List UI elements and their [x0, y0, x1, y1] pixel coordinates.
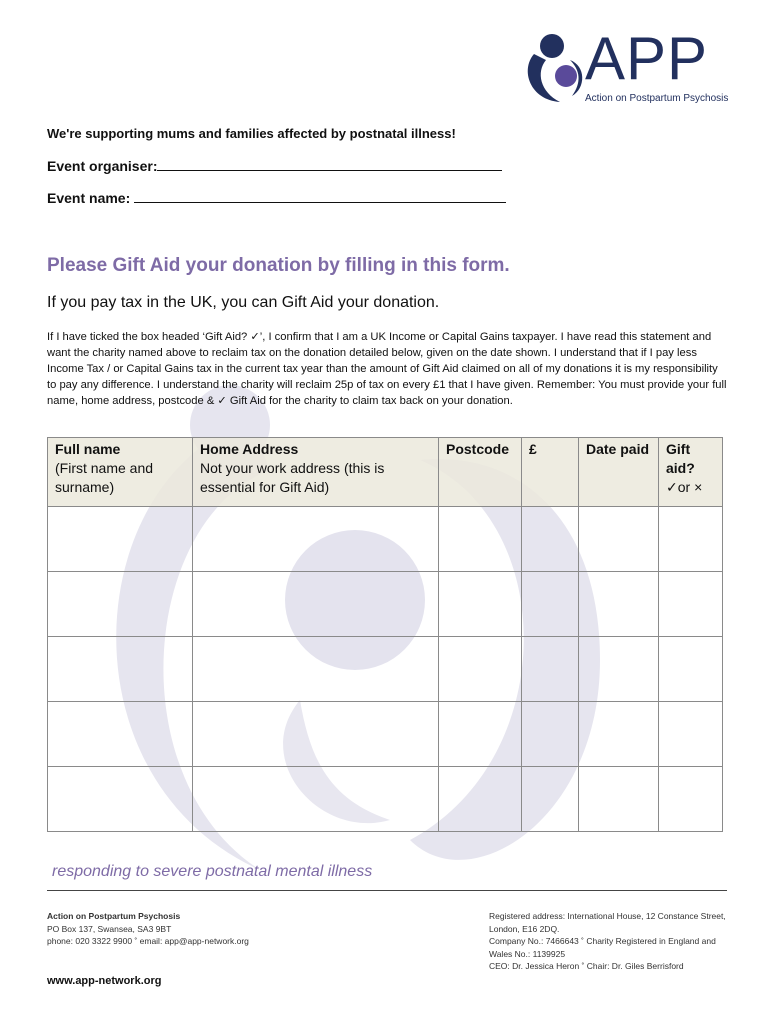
cell-home-address[interactable]: [193, 507, 439, 572]
header-full-name: Full name (First name and surname): [48, 438, 193, 507]
cell-date-paid[interactable]: [579, 767, 659, 832]
event-organiser-label: Event organiser:: [47, 158, 158, 174]
logo-wordmark: APP: [585, 25, 709, 92]
cell-home-address[interactable]: [193, 767, 439, 832]
table-row: [48, 637, 723, 702]
event-organiser-line[interactable]: [157, 156, 502, 171]
cell-postcode[interactable]: [439, 507, 522, 572]
cell-gift-aid[interactable]: [659, 637, 723, 702]
cell-amount[interactable]: [522, 702, 579, 767]
gift-aid-declaration: If I have ticked the box headed ‘Gift Aid? ✓’, I confirm that I am a UK Income or Capital Gains taxpayer. I have read this statement and want the charity named above to reclaim tax on the donation detailed below, given on the date shown. I understand that if I pay less Income Tax / or Capital Gains tax in the current tax year than the amount of Gift Aid claimed on all of my donations it is my responsibility to pay any difference. I understand the charity will reclaim 25p of tax on every £1 that I have given. Remember: You must provide your full name, home address, postcode & ✓ Gift Aid for the charity to claim tax back on your donation.: [47, 331, 727, 407]
header-date-paid: Date paid: [579, 438, 659, 507]
cell-date-paid[interactable]: [579, 572, 659, 637]
header-home-address: Home Address Not your work address (this is essential for Gift Aid): [193, 438, 439, 507]
footer-registered-line: Wales No.: 1139925: [489, 948, 566, 959]
table-row: [48, 702, 723, 767]
cell-postcode[interactable]: [439, 637, 522, 702]
cell-full-name[interactable]: [48, 767, 193, 832]
header-postcode: Postcode: [439, 438, 522, 507]
header-gift-aid: Gift aid? ✓or ×: [659, 438, 723, 507]
event-name-label: Event name:: [47, 190, 131, 206]
cell-full-name[interactable]: [48, 507, 193, 572]
header-amount: £: [522, 438, 579, 507]
table-row: [48, 767, 723, 832]
footer-divider: [47, 890, 727, 891]
table-header-row: [48, 438, 723, 507]
event-name-field[interactable]: [47, 188, 506, 206]
gift-aid-table: [47, 437, 723, 832]
event-organiser-field[interactable]: [47, 156, 502, 174]
cell-date-paid[interactable]: [579, 702, 659, 767]
cell-amount[interactable]: [522, 507, 579, 572]
cell-postcode[interactable]: [439, 702, 522, 767]
cell-home-address[interactable]: [193, 702, 439, 767]
cell-postcode[interactable]: [439, 767, 522, 832]
logo-subtitle: Action on Postpartum Psychosis: [585, 93, 729, 104]
footer-registered-line: London, E16 2DQ.: [489, 923, 560, 934]
cell-gift-aid[interactable]: [659, 767, 723, 832]
cell-gift-aid[interactable]: [659, 572, 723, 637]
cell-home-address[interactable]: [193, 637, 439, 702]
cell-gift-aid[interactable]: [659, 702, 723, 767]
cell-date-paid[interactable]: [579, 507, 659, 572]
footer-address: PO Box 137, Swansea, SA3 9BT: [47, 923, 172, 934]
cell-postcode[interactable]: [439, 572, 522, 637]
tagline: responding to severe postnatal mental illness: [52, 863, 373, 880]
table-row: [48, 507, 723, 572]
cell-gift-aid[interactable]: [659, 507, 723, 572]
cell-date-paid[interactable]: [579, 637, 659, 702]
footer-registered-line: Registered address: International House, 12 Constance Street,: [489, 911, 726, 921]
footer-contact-line: phone: 020 3322 9900 ˚ email: app@app-network.org: [47, 936, 249, 946]
cell-amount[interactable]: [522, 767, 579, 832]
footer-registered-line: CEO: Dr. Jessica Heron ˚ Chair: Dr. Giles Berrisford: [489, 961, 684, 971]
form-subheading: If you pay tax in the UK, you can Gift Aid your donation.: [47, 294, 440, 311]
form-heading: Please Gift Aid your donation by filling in this form.: [47, 255, 510, 276]
footer-registration: [489, 910, 759, 973]
footer-contact: [47, 910, 249, 948]
footer-registered-line: Company No.: 7466643 ˚ Charity Registered in England and: [489, 936, 716, 946]
cell-full-name[interactable]: [48, 637, 193, 702]
cell-amount[interactable]: [522, 572, 579, 637]
intro-text: We're supporting mums and families affected by postnatal illness!: [47, 126, 456, 141]
footer-org-name: Action on Postpartum Psychosis: [47, 911, 181, 921]
cell-full-name[interactable]: [48, 702, 193, 767]
table-row: [48, 572, 723, 637]
event-name-line[interactable]: [134, 188, 506, 203]
cell-home-address[interactable]: [193, 572, 439, 637]
website-link[interactable]: www.app-network.org: [47, 975, 162, 987]
cell-amount[interactable]: [522, 637, 579, 702]
cell-full-name[interactable]: [48, 572, 193, 637]
